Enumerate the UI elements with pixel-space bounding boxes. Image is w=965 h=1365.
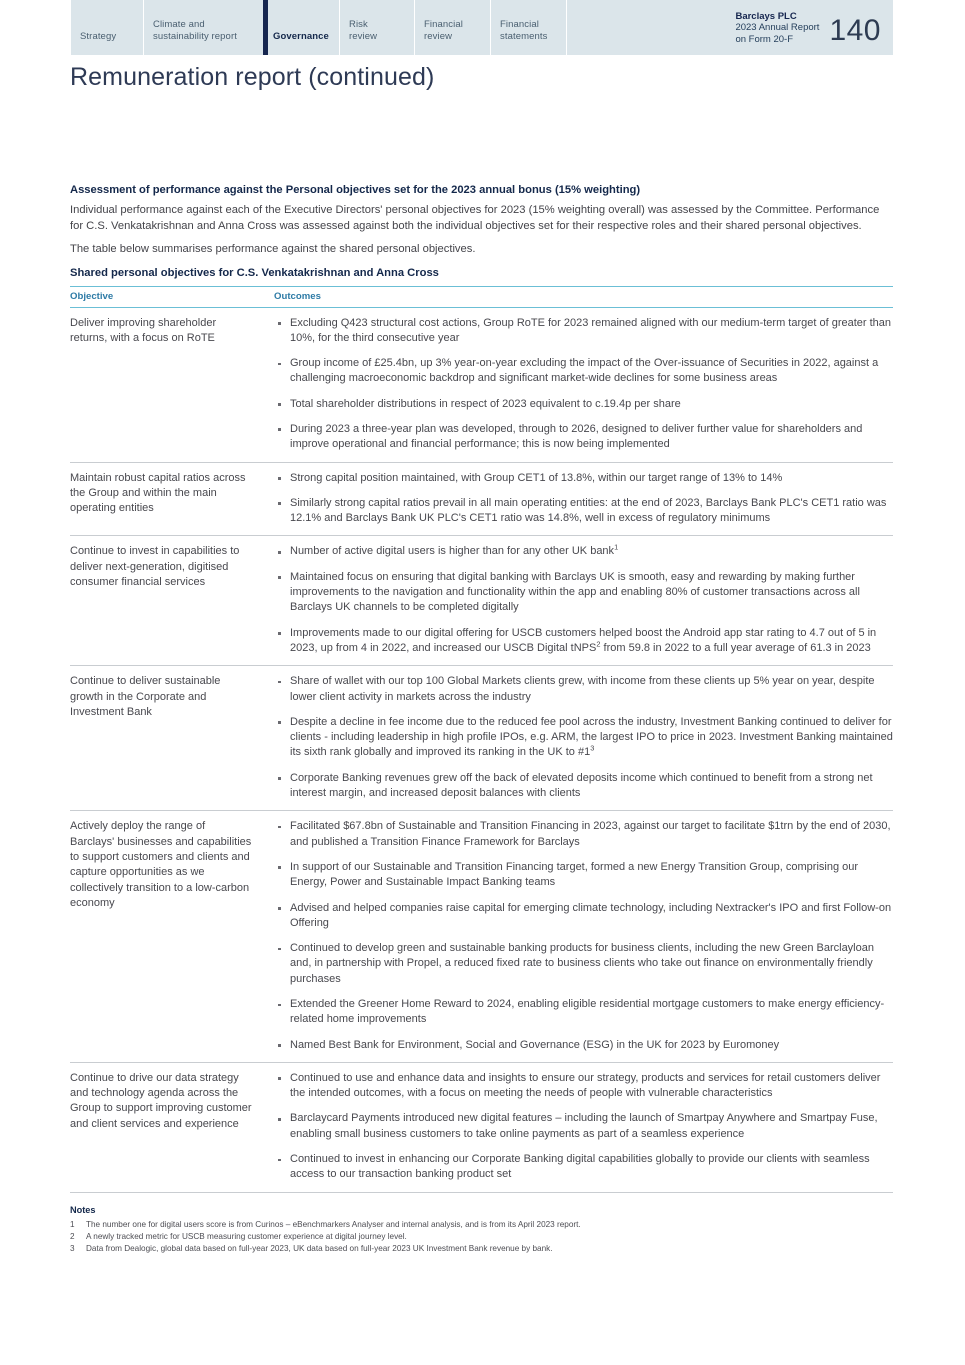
nav-tab-financial-statements-label-line1: Financial	[500, 19, 539, 30]
note-item	[70, 1219, 893, 1231]
nav-spacer	[566, 0, 735, 55]
page-number: 140	[829, 14, 881, 47]
outcomes-list	[274, 674, 893, 801]
nav-tab-financial-statements-label	[500, 19, 547, 42]
outcomes-cell	[266, 462, 893, 536]
outcome-item: Number of active digital users is higher than for any other UK bank$^1$	[274, 544, 893, 559]
note-text: A newly tracked metric for USCB measuring customer experience at digital journey level.	[86, 1232, 407, 1242]
note-item	[70, 1243, 893, 1255]
outcome-item: Continued to develop green and sustainable banking products for business clients, including the new Green Barclayloan and, in partnership with Propel, a reduced fixed rate to business clients who take out finance on environmentally friendly purchases	[274, 941, 893, 987]
nav-tab-climate-label-line2: sustainability report	[153, 30, 237, 42]
outcome-item: Extended the Greener Home Reward to 2024, enabling eligible residential mortgage customers to make energy efficiency-related home improvements	[274, 997, 893, 1028]
nav-tab-financial-review[interactable]	[414, 0, 490, 55]
objective-cell: Continue to deliver sustainable growth in the Corporate and Investment Bank	[70, 666, 266, 811]
nav-tab-climate-label-line1: Climate and	[153, 19, 205, 30]
note-text: Data from Dealogic, global data based on full-year 2023, UK data based on full-year 2023 UK Investment Bank revenue by bank.	[86, 1244, 553, 1254]
nav-tab-financial-statements[interactable]	[490, 0, 566, 55]
outcomes-cell	[266, 536, 893, 666]
outcomes-list	[274, 544, 893, 656]
table-body	[70, 307, 893, 1192]
section-heading-assessment: Assessment of performance against the Personal objectives set for the 2023 annual bonus (15% weighting)	[70, 184, 641, 196]
objective-cell: Continue to invest in capabilities to deliver next-generation, digitised consumer financial services	[70, 536, 266, 666]
nav-tab-risk-label-line1: Risk	[349, 19, 368, 30]
outcome-item: Corporate Banking revenues grew off the back of elevated deposits income which continued to benefit from a strong net interest margin, and increased deposit balances with clients	[274, 771, 893, 802]
objective-cell: Maintain robust capital ratios across the Group and within the main operating entities	[70, 462, 266, 536]
outcomes-cell	[266, 1062, 893, 1192]
outcome-item: Named Best Bank for Environment, Social and Governance (ESG) in the UK for 2023 by Euromoney	[274, 1038, 893, 1053]
document-identity-block	[735, 0, 893, 55]
note-number: 3	[70, 1244, 75, 1254]
nav-tab-strategy[interactable]	[70, 0, 143, 55]
table-row	[70, 1062, 893, 1192]
table-header-row	[70, 286, 893, 307]
nav-tab-financial-review-label	[424, 19, 463, 42]
outcome-item: Group income of £25.4bn, up 3% year-on-year excluding the impact of the Over-issuance of Securities in 2022, against a challenging macroeconomic backdrop and significant market-wide declines for some business areas	[274, 356, 893, 387]
page-title: Remuneration report (continued)	[70, 63, 435, 91]
outcome-item: Facilitated $67.8bn of Sustainable and Transition Financing in 2023, against our target to facilitate $1trn by the end of 2030, and published a Transition Finance Framework for Barclays	[274, 819, 893, 850]
outcome-item: In support of our Sustainable and Transition Financing target, formed a new Energy Transition Group, comprising our Energy, Power and Sustainable Impact Banking teams	[274, 860, 893, 891]
outcomes-cell	[266, 307, 893, 462]
outcomes-list	[274, 1071, 893, 1183]
subheading-shared-personal-objectives: Shared personal objectives for C.S. Venkatakrishnan and Anna Cross	[70, 266, 439, 279]
nav-tab-risk-label-line2: review	[349, 30, 378, 42]
note-item	[70, 1231, 893, 1243]
table-row	[70, 811, 893, 1063]
outcome-item: Advised and helped companies raise capital for emerging climate technology, including Nextracker's IPO and first Follow-on Offering	[274, 901, 893, 932]
outcome-item: Maintained focus on ensuring that digital banking with Barclays UK is smooth, easy and rewarding by making further improvements to the navigation and functionality within the app and enabling 80% of customer transactions across all Barclays UK channels to be completed digitally	[274, 570, 893, 616]
outcomes-cell	[266, 811, 893, 1063]
shared-objectives-table	[70, 286, 893, 1193]
nav-tab-climate-label	[153, 19, 237, 42]
outcome-item: Continued to invest in enhancing our Corporate Banking digital capabilities globally to provide our clients with seamless access to our transaction banking product set	[274, 1152, 893, 1183]
report-title-line1: 2023 Annual Report	[735, 22, 820, 33]
table-head	[70, 286, 893, 307]
notes-section	[70, 1204, 893, 1256]
nav-tab-risk-review[interactable]	[339, 0, 414, 55]
note-text: The number one for digital users score is from Curinos – eBenchmarkers Analyser and internal analysis, and is from its April 2023 report.	[86, 1219, 581, 1229]
intro-paragraph-1: Individual performance against each of the Executive Directors' personal objectives for 2023 (15% weighting overall) was assessed by the Committee. Performance for C.S. Venkatakrishnan and Anna Cross was assessed against both the individual objectives set for their respective roles and their shared personal objectives.	[70, 204, 880, 232]
objective-cell: Deliver improving shareholder returns, with a focus on RoTE	[70, 307, 266, 462]
column-header-objective: Objective	[70, 286, 266, 307]
outcome-item: Despite a decline in fee income due to the reduced fee pool across the industry, Investment Banking continued to deliver for clients - including leadership in high profile IPOs, e.g. ARM, the largest IPO to price in 2023. Investment Banking maintained its sixth rank globally and improved its ranking in the UK to $\#1^3$	[274, 715, 893, 761]
outcomes-cell	[266, 666, 893, 811]
nav-tab-governance[interactable]	[263, 0, 339, 55]
report-title-line2: on Form 20-F	[735, 33, 793, 45]
outcome-item: Continued to use and enhance data and insights to ensure our strategy, products and services for retail customers deliver the intended outcomes, with a focus on meeting the needs of people with vulnerable characteristics	[274, 1071, 893, 1102]
outcome-item: Barclaycard Payments introduced new digital features – including the launch of Smartpay Anywhere and Smartpay Fuse, enabling small business customers to take online payments as part of a seamless experience	[274, 1111, 893, 1142]
intro-paragraph-2: The table below summarises performance against the shared personal objectives.	[70, 243, 476, 255]
document-identity-lines	[735, 11, 819, 47]
outcomes-list	[274, 819, 893, 1053]
table-row	[70, 666, 893, 811]
nav-tab-risk-label	[349, 19, 377, 42]
document-header-nav	[70, 0, 893, 55]
outcome-item: Similarly strong capital ratios prevail in all main operating entities: at the end of 2023, Barclays Bank PLC's CET1 ratio was 12.1% and Barclays Bank UK PLC's CET1 ratio was 14.8%, well in excess of regulatory minimums	[274, 496, 893, 527]
nav-tab-governance-label: Governance	[273, 30, 329, 42]
notes-list	[70, 1219, 893, 1256]
nav-tab-financial-review-label-line2: review	[424, 30, 453, 42]
nav-tab-strategy-label: Strategy	[80, 30, 117, 42]
outcome-item: During 2023 a three-year plan was developed, through to 2026, designed to deliver further value for shareholders and improve operational and financial performance; this is now being implemented	[274, 422, 893, 453]
table-row	[70, 536, 893, 666]
outcome-item: Strong capital position maintained, with Group CET1 of 13.8%, within our target range of 13% to 14%	[274, 471, 893, 486]
outcome-item: Improvements made to our digital offering for USCB customers helped boost the Android app star rating to 4.7 out of 5 in 2023, up from 4 in 2022, and increased our USCB Digital tNPS$^2$ from 59.8 in 2022 to a full year average of 61.3 in 2023	[274, 626, 893, 657]
outcomes-list	[274, 316, 893, 453]
note-number: 2	[70, 1232, 75, 1242]
page-content	[70, 183, 893, 1256]
table-row	[70, 307, 893, 462]
nav-tab-financial-review-label-line1: Financial	[424, 19, 463, 30]
notes-heading: Notes	[70, 1204, 96, 1215]
outcome-item: Share of wallet with our top 100 Global Markets clients grew, with income from these clients up 5% year on year, despite lower client activity in markets across the industry	[274, 674, 893, 705]
outcome-item: Total shareholder distributions in respect of 2023 equivalent to c.19.4p per share	[274, 397, 893, 412]
objective-cell: Continue to drive our data strategy and technology agenda across the Group to support improving customer and client services and experience	[70, 1062, 266, 1192]
nav-tab-climate-sustainability-report[interactable]	[143, 0, 263, 55]
outcomes-list	[274, 471, 893, 527]
objective-cell: Actively deploy the range of Barclays' businesses and capabilities to support customers and clients and capture opportunities as we collectively transition to a low-carbon economy	[70, 811, 266, 1063]
company-name: Barclays PLC	[735, 10, 797, 22]
nav-tab-financial-statements-label-line2: statements	[500, 30, 548, 42]
table-row	[70, 462, 893, 536]
column-header-outcomes: Outcomes	[266, 286, 893, 307]
outcome-item: Excluding Q423 structural cost actions, Group RoTE for 2023 remained aligned with our medium-term target of greater than 10%, for the third consecutive year	[274, 316, 893, 347]
note-number: 1	[70, 1219, 75, 1229]
